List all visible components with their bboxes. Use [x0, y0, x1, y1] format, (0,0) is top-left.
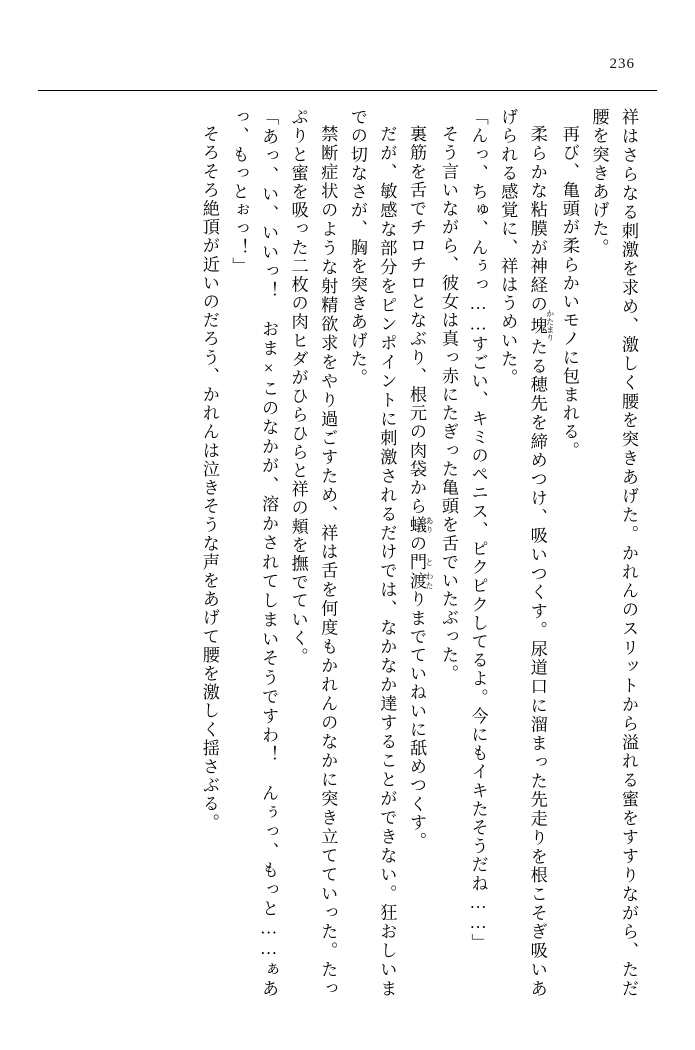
- ruby-reading: と: [424, 553, 434, 572]
- paragraph: 「あっ、い、いいっ！ おま×このなかが、溶かされてしまいそうですわ！ んぅっ、もっと……ぁあっ、もっとぉっ！」: [229, 108, 279, 998]
- ruby-reading: かたまり: [545, 309, 555, 342]
- paragraph: 再び、亀頭が柔らかいモノに包まれる。: [559, 125, 579, 460]
- paragraph: 「んっ、ちゅ、んぅっ……すごい、キミのペニス、ピクピクしてるよ。今にもイキたそうだね……」: [468, 108, 488, 953]
- paragraph: 祥はさらなる刺激を求め、激しく腰を突きあげた。かれんのスリットから溢れる蜜をすすりながら、ただ腰を突きあげた。: [589, 108, 638, 998]
- paragraph: 柔らかな粘膜が神経の塊 かたまりたる穂先を締めつけ、吸いつくす。尿道口に溜まった先走りを根こそぎ吸いあげられる感覚に、祥はうめいた。: [498, 108, 555, 998]
- paragraph: だが、敏感な部分をピンポイントに刺激されるだけでは、なかなか達することができない。狂おしいまでの切なさが、胸を突きあげた。: [347, 108, 397, 998]
- paragraph: そろそろ絶頂が近いのだろう、かれんは泣きそうな声をあげて腰を激しく揺さぶる。: [199, 125, 219, 832]
- ruby-kanji: 渡 わた: [406, 571, 434, 591]
- ruby-kanji: 門 と: [406, 553, 434, 572]
- ruby-reading: わた: [424, 571, 434, 591]
- ruby-reading: あり: [424, 515, 434, 535]
- novel-text-body: [52, 108, 643, 998]
- ruby-kanji: 塊 かたまり: [527, 309, 555, 342]
- paragraph: 禁断症状のような射精欲求をやり過ごすため、祥は舌を何度もかれんのなかに突き立てていった。たっぷりと蜜を吸った二枚の肉ヒダがひらひらと祥の頬を撫でていく。: [288, 108, 338, 998]
- header-rule: [38, 90, 657, 91]
- paragraph: そう言いながら、彼女は真っ赤にたぎった亀頭を舌でいたぶった。: [439, 125, 459, 684]
- page-number: 236: [609, 56, 635, 72]
- paragraph: 裏筋を舌でチロチロとなぶり、根元の肉袋から蟻 ありの門 と渡 わたりまでていねいに舐めつくす。: [406, 125, 434, 851]
- ruby-kanji: 蟻 あり: [406, 515, 434, 535]
